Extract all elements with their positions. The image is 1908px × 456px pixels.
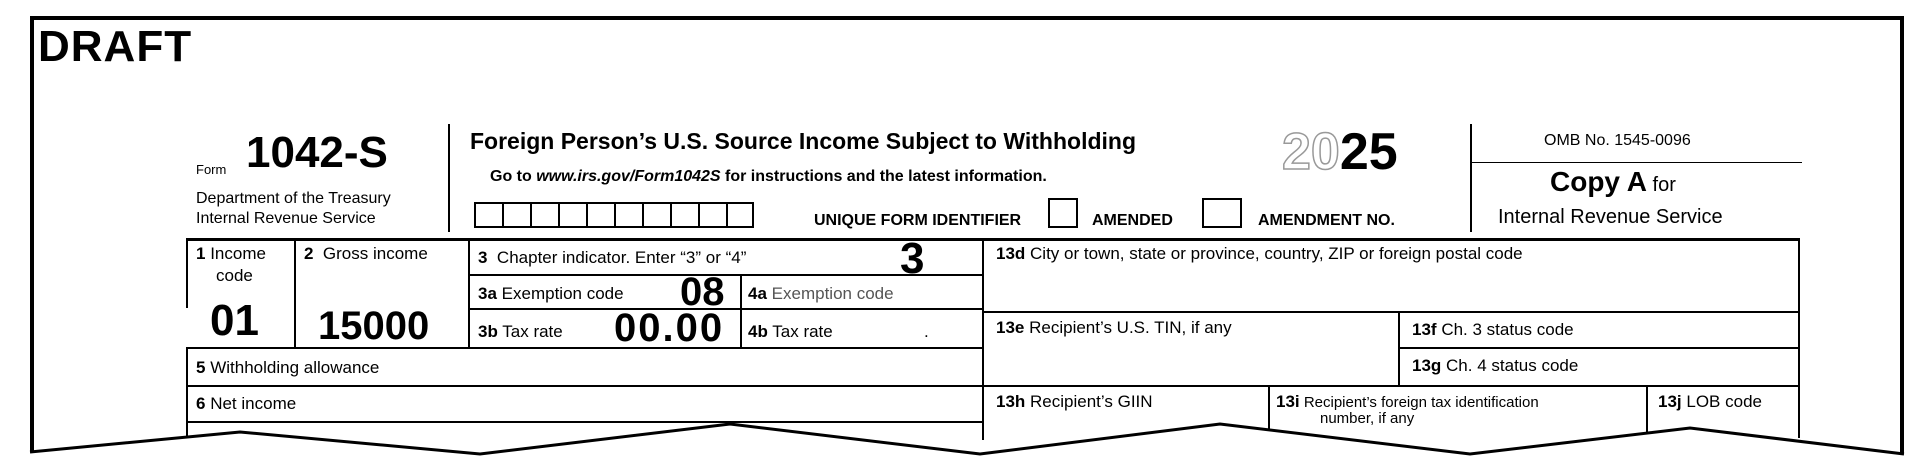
tax-year-bold: 25 — [1339, 123, 1398, 181]
grid-h-13f — [1398, 347, 1800, 349]
box13g-label — [1412, 356, 1578, 376]
form-number: 1042-S — [246, 128, 388, 177]
exemption-code-value[interactable]: 08 — [680, 270, 725, 314]
unique-form-identifier-field[interactable] — [474, 202, 754, 228]
header-divider-right — [1470, 124, 1472, 232]
box13i-label-text-a: Recipient’s foreign tax identification — [1303, 394, 1539, 411]
box3a-label-text: Exemption code — [501, 284, 624, 303]
box3-label-text: Chapter indicator. Enter “3” or “4” — [496, 248, 747, 267]
grid-left-upper — [186, 238, 188, 308]
identifier-digit-box[interactable] — [586, 202, 614, 228]
box3b-label-text: Tax rate — [502, 322, 563, 341]
goto-suffix: for instructions and the latest information. — [720, 168, 1047, 185]
box1-label — [196, 244, 266, 264]
box4b-decimal: . — [924, 322, 929, 341]
box1-number: 1 — [196, 244, 206, 263]
box3-label — [478, 248, 746, 268]
amendment-number-box[interactable] — [1202, 198, 1242, 228]
box3b-number: 3b — [478, 322, 498, 341]
box4a-label-text: Exemption code — [771, 284, 894, 303]
box1-label-a: Income — [210, 244, 266, 263]
form-frame — [30, 16, 1904, 456]
income-code-value[interactable]: 01 — [210, 296, 259, 345]
goto-prefix: Go to — [490, 168, 537, 185]
grid-h-row-5 — [186, 347, 982, 349]
amended-label: AMENDED — [1092, 212, 1173, 229]
grid-v-box3a — [740, 274, 742, 348]
box5-label — [196, 358, 379, 378]
box13d-label — [996, 244, 1523, 264]
header-divider-left — [448, 124, 450, 232]
box13e-label — [996, 318, 1232, 338]
box13f-label-text: Ch. 3 status code — [1441, 320, 1574, 339]
box4a-label — [748, 284, 894, 304]
form-title: Foreign Person’s U.S. Source Income Subject to Withholding — [470, 128, 1137, 154]
box2-number: 2 — [304, 244, 314, 263]
chapter-indicator-value[interactable]: 3 — [900, 234, 925, 283]
copy-label: Copy A — [1550, 166, 1647, 197]
identifier-digit-box[interactable] — [642, 202, 670, 228]
unique-form-identifier-label: UNIQUE FORM IDENTIFIER — [814, 212, 1022, 229]
tax-year-light: 20 — [1282, 123, 1340, 181]
identifier-digit-box[interactable] — [474, 202, 502, 228]
torn-edge — [0, 400, 1908, 456]
box13j-label-text: LOB code — [1686, 392, 1762, 411]
box4b-label-text: Tax rate — [772, 322, 833, 341]
box13e-label-text: Recipient’s U.S. TIN, if any — [1029, 318, 1232, 337]
box4b-label — [748, 322, 833, 342]
identifier-digit-box[interactable] — [726, 202, 754, 228]
identifier-digit-box[interactable] — [614, 202, 642, 228]
amendment-no-label: AMENDMENT NO. — [1258, 212, 1395, 229]
box13f-label — [1412, 320, 1574, 340]
box1-label-b: code — [216, 266, 253, 285]
box3-number: 3 — [478, 248, 488, 267]
box3b-label — [478, 322, 563, 342]
grid-h-13d — [982, 311, 1800, 313]
identifier-digit-box[interactable] — [698, 202, 726, 228]
box5-label-text: Withholding allowance — [210, 358, 380, 377]
box13g-number: 13g — [1412, 356, 1442, 375]
dept-line-1: Department of the Treasury — [196, 190, 391, 207]
box2-label-text: Gross income — [322, 244, 428, 263]
amended-checkbox[interactable] — [1048, 198, 1078, 228]
box13j-number: 13j — [1658, 392, 1682, 411]
box3a-number: 3a — [478, 284, 497, 303]
box6-label-text: Net income — [210, 394, 297, 413]
box13h-label-text: Recipient’s GIIN — [1030, 392, 1153, 411]
gross-income-value[interactable]: 15000 — [318, 304, 430, 348]
box4a-number: 4a — [748, 284, 767, 303]
box13i-number: 13i — [1276, 392, 1300, 411]
box13e-number: 13e — [996, 318, 1025, 337]
dept-line-2: Internal Revenue Service — [196, 210, 376, 227]
grid-v-box2 — [468, 240, 470, 348]
identifier-digit-box[interactable] — [558, 202, 586, 228]
identifier-digit-box[interactable] — [670, 202, 698, 228]
box13f-number: 13f — [1412, 320, 1437, 339]
copy-for: for — [1646, 174, 1676, 196]
box4b-number: 4b — [748, 322, 768, 341]
copy-recipient: Internal Revenue Service — [1498, 206, 1723, 228]
draft-watermark: DRAFT — [38, 22, 193, 71]
box5-number: 5 — [196, 358, 206, 377]
goto-line — [490, 168, 1047, 186]
box2-label — [304, 244, 428, 264]
grid-h-13g — [982, 385, 1800, 387]
tax-year — [1282, 122, 1398, 182]
omb-underline — [1472, 162, 1802, 163]
box3a-label — [478, 284, 624, 304]
box13h-number: 13h — [996, 392, 1026, 411]
identifier-digit-box[interactable] — [530, 202, 558, 228]
form-prefix: Form — [196, 162, 227, 177]
copy-designation — [1550, 166, 1676, 198]
goto-url[interactable]: www.irs.gov/Form1042S — [536, 168, 721, 185]
box13d-number: 13d — [996, 244, 1026, 263]
identifier-digit-box[interactable] — [502, 202, 530, 228]
grid-top-rule — [186, 238, 1800, 241]
omb-number: OMB No. 1545-0096 — [1544, 132, 1691, 149]
box13g-label-text: Ch. 4 status code — [1446, 356, 1579, 375]
tax-rate-value[interactable]: 00.00 — [614, 306, 725, 350]
grid-v-box1 — [294, 240, 296, 348]
box6-number: 6 — [196, 394, 206, 413]
grid-h-row-6 — [186, 385, 982, 387]
box13d-label-text: City or town, state or province, country, ZIP or foreign postal code — [1030, 244, 1523, 263]
box13i-label-b: number, if any — [1320, 410, 1415, 427]
grid-h-box3a — [468, 308, 982, 310]
